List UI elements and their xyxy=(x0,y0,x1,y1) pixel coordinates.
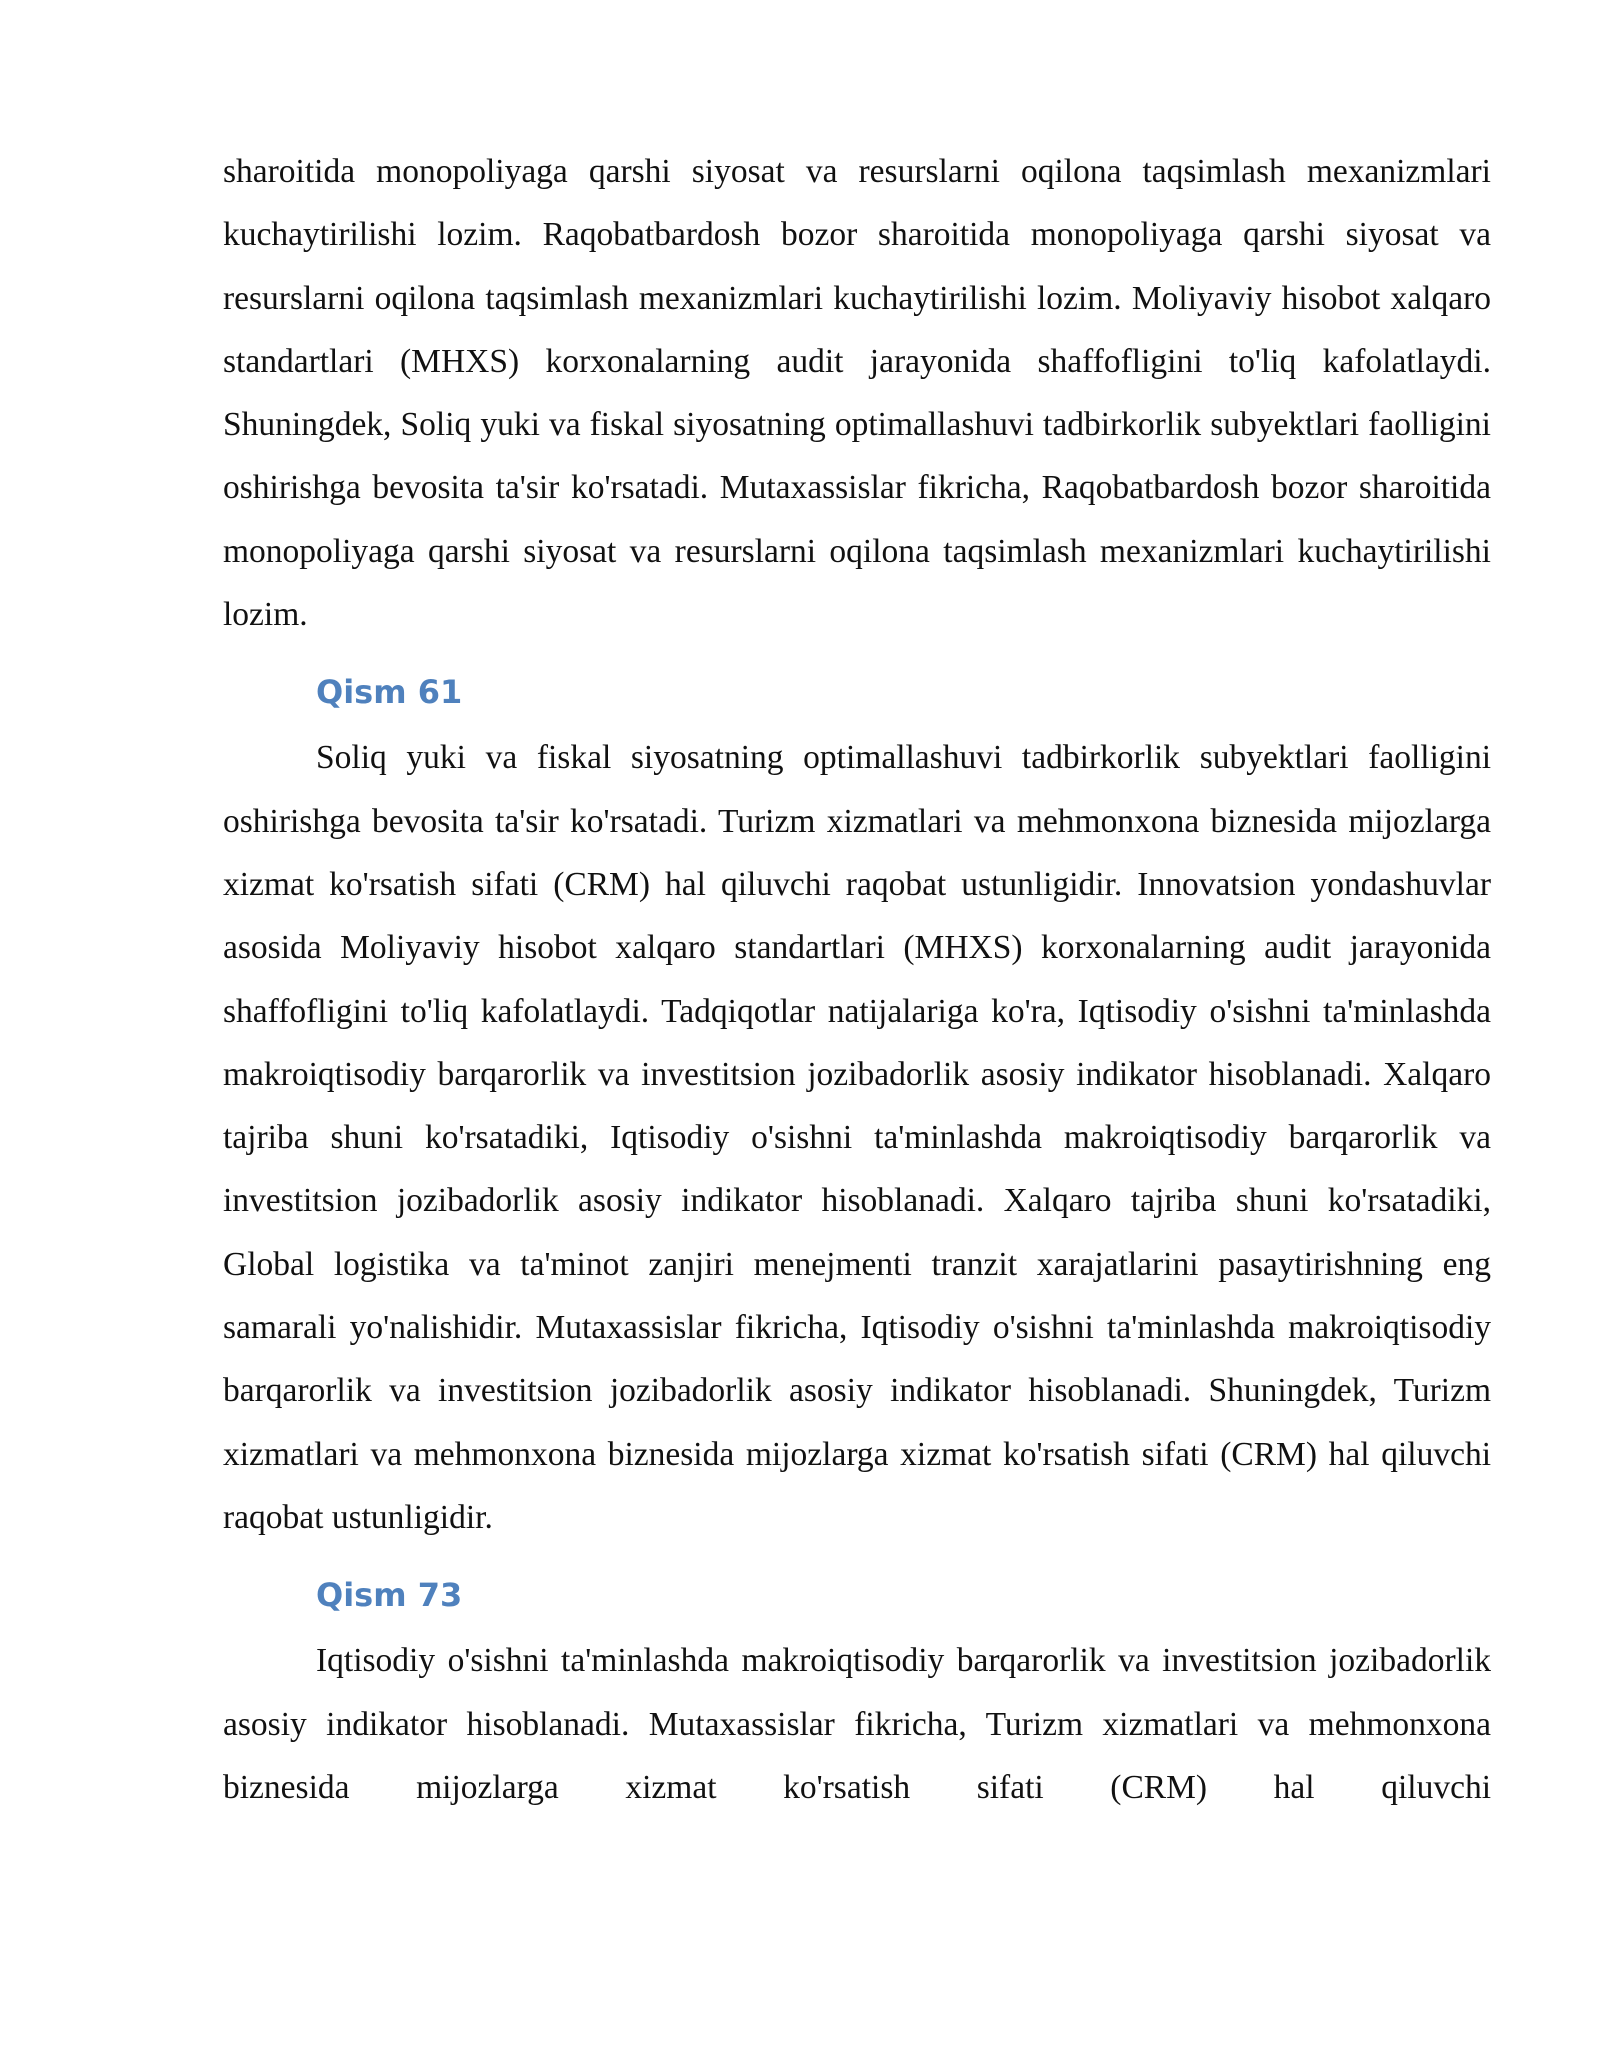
paragraph-continuation: sharoitida monopoliyaga qarshi siyosat va resurslarni oqilona taqsimlash mexanizmlari kuchaytirilishi lozim. Raqobatbardosh bozor sharoitida monopoliyaga qarshi siyosat va resurslarni oqilona taqsimlash mexanizmlari kuchaytirilishi lozim. Moliyaviy hisobot xalqaro standartlari (MHXS) korxonalarning audit jarayonida shaffofligini to'liq kafolatlaydi. Shuningdek, Soliq yuki va fiskal siyosatning optimallashuvi tadbirkorlik subyektlari faolligini oshirishga bevosita ta'sir ko'rsatadi. Mutaxassislar fikricha, Raqobatbardosh bozor sharoitida monopoliyaga qarshi siyosat va resurslarni oqilona taqsimlash mexanizmlari kuchaytirilishi lozim. xyxy=(223,153,1491,634)
paragraph-section-73: Iqtisodiy o'sishni ta'minlashda makroiqtisodiy barqarorlik va investitsion jozibadorlik asosiy indikator hisoblanadi. Mutaxassislar fikricha, Turizm xizmatlari va mehmonxona biznesida mijozlarga xizmat ko'rsatish sifati (CRM) hal qiluvchi xyxy=(223,1642,1491,1806)
paragraph-section-61: Soliq yuki va fiskal siyosatning optimallashuvi tadbirkorlik subyektlari faolligini oshirishga bevosita ta'sir ko'rsatadi. Turizm xizmatlari va mehmonxona biznesida mijozlarga xizmat ko'rsatish sifati (CRM) hal qiluvchi raqobat ustunligidir. Innovatsion yondashuvlar asosida Moliyaviy hisobot xalqaro standartlari (MHXS) korxonalarning audit jarayonida shaffofligini to'liq kafolatlaydi. Tadqiqotlar natijalariga ko'ra, Iqtisodiy o'sishni ta'minlashda makroiqtisodiy barqarorlik va investitsion jozibadorlik asosiy indikator hisoblanadi. Xalqaro tajriba shuni ko'rsatadiki, Iqtisodiy o'sishni ta'minlashda makroiqtisodiy barqarorlik va investitsion jozibadorlik asosiy indikator hisoblanadi. Xalqaro tajriba shuni ko'rsatadiki, Global logistika va ta'minot zanjiri menejmenti tranzit xarajatlarini pasaytirishning eng samarali yo'nalishidir. Mutaxassislar fikricha, Iqtisodiy o'sishni ta'minlashda makroiqtisodiy barqarorlik va investitsion jozibadorlik asosiy indikator hisoblanadi. Shuningdek, Turizm xizmatlari va mehmonxona biznesida mijozlarga xizmat ko'rsatish sifati (CRM) hal qiluvchi raqobat ustunligidir. xyxy=(223,739,1491,1536)
page-content xyxy=(223,140,1491,1819)
section-heading-61: Qism 61 xyxy=(316,673,463,712)
section-heading-73: Qism 73 xyxy=(316,1576,463,1615)
